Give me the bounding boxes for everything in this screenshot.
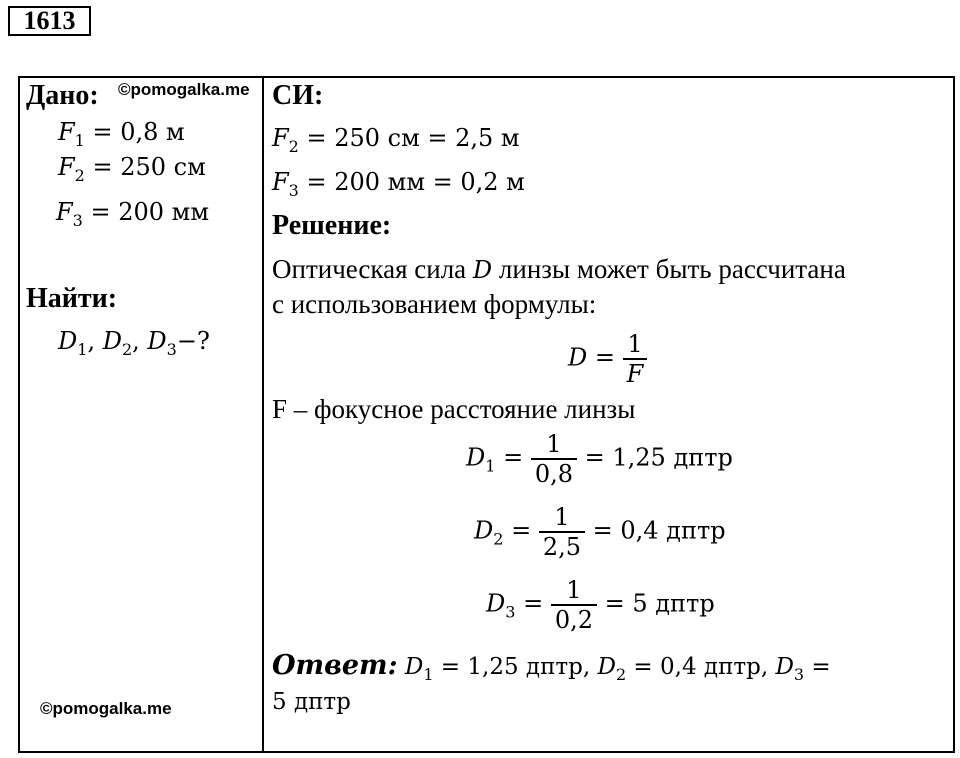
given-f3: $F_3 = 200$ мм [56,198,209,230]
watermark-top: ©pomogalka.me [118,80,250,99]
answer-line-1: Ответ: $D_1 = 1,25$ дптр, $D_2 = 0,4$ дптр, $D_3$ = [272,650,831,684]
calc-d1: $D_1$ = $\frac{1}{0,8}$ = 1,25 дптр [466,430,733,488]
calc-d2: $D_2$ = $\frac{1}{2,5}$ = 0,4 дптр [474,503,726,561]
si-line-1: $F_2 = 250$ см = 2,5 м [272,124,520,156]
given-heading: Дано: [26,80,99,111]
problem-number: 1613 [8,6,91,36]
find-heading: Найти: [26,283,118,314]
find-values: $D_1$, $D_2$, $D_3-$? [58,327,210,359]
formula-main: D = $\frac{1}{F}$ [568,330,647,388]
given-f1: $F_1 = 0,8$ м [58,118,185,150]
solution-text-1: Оптическая сила D линзы может быть рассчитана [272,254,846,284]
calc-d3: $D_3$ = $\frac{1}{0,2}$ = 5 дптр [486,576,715,634]
answer-line-2: 5 дптр [272,689,351,715]
focal-description: F – фокусное расстояние линзы [272,394,636,424]
si-line-2: $F_3 = 200$ мм = 0,2 м [272,168,525,200]
solution-heading: Решение: [272,210,392,241]
watermark-bottom: ©pomogalka.me [40,699,172,718]
given-f2: $F_2 = 250$ см [58,153,206,185]
column-divider [262,76,264,753]
si-heading: СИ: [272,80,324,111]
solution-text-2: с использованием формулы: [272,289,597,319]
